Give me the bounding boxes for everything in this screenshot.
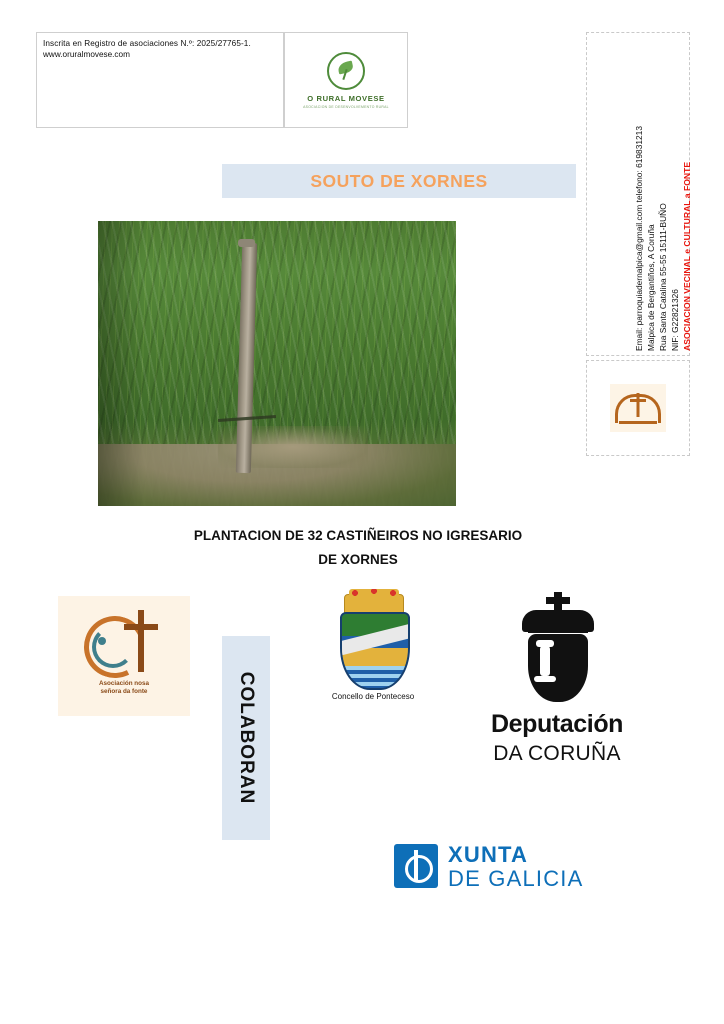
leaf-circle-icon <box>327 52 365 90</box>
association-city: Malpica de Bergantiños, A Coruña <box>646 224 656 351</box>
colaboran-band <box>222 636 270 840</box>
cross-horizontal-shape <box>630 399 646 402</box>
association-contact: Email: parroquiadernalpica@gmail.com telefono: 619831213 <box>634 126 644 351</box>
stake-top <box>238 239 255 247</box>
chalice-stem-shape <box>540 646 550 676</box>
fonte-emblem-icon <box>610 384 666 432</box>
base-shape <box>619 421 657 424</box>
caption-line-2: DE XORNES <box>318 552 398 567</box>
logo-concello-de-ponteceso <box>318 594 428 712</box>
orural-movese-logo-box <box>284 32 408 128</box>
cross-vertical-shape <box>138 610 144 672</box>
deputacion-line-2: DA CORUÑA <box>493 742 621 765</box>
xunta-line-2: DE GALICIA <box>448 866 584 891</box>
website-text: www.oruralmovese.com <box>43 50 130 59</box>
logo-deputacion-da-coruna <box>472 592 642 782</box>
teal-dot-shape <box>98 637 106 645</box>
crown-icon <box>344 594 404 614</box>
logo-xunta-de-galicia <box>394 840 624 896</box>
logo-asociacion-nosa-senora-da-fonte <box>58 596 190 716</box>
orural-logo-name: O RURAL MOVESE <box>307 93 385 103</box>
caption-line-1: PLANTACION DE 32 CASTIÑEIROS NO IGRESARIO <box>193 528 523 543</box>
plantation-photo <box>98 221 456 506</box>
title-banner <box>222 164 576 198</box>
shield-waves-field <box>342 666 408 688</box>
cross-horizontal-shape <box>546 597 570 604</box>
association-address: Rua Santa Catalina 55-55 15111-BUÑO <box>658 203 668 351</box>
registry-info-box <box>36 32 284 128</box>
teal-ring-shape <box>92 626 134 668</box>
orural-logo-tagline: ASOCIACION DE DESENVOLVEMENTO RURAL <box>303 104 389 109</box>
photo-shadow <box>98 221 144 506</box>
chalice-base-shape <box>534 676 556 682</box>
cross-horizontal-shape <box>124 624 158 630</box>
shield-icon <box>340 612 410 690</box>
association-title: ASOCIACION VECINAL e CULTURAL a FONTE <box>682 161 692 351</box>
association-nif: NIF: G22821326 <box>670 289 680 351</box>
deputacion-crest <box>514 592 602 702</box>
logo-fonte-line-2: señora da fonte <box>100 688 148 695</box>
registry-number-text: Inscrita en Registro de asociaciones N.º: 2025/27765-1. <box>43 39 251 48</box>
cross-vertical-shape <box>637 393 640 417</box>
deputacion-line-1: Deputación <box>490 710 624 738</box>
colaboran-label: COLABORAN <box>236 671 257 805</box>
banner-title-text: SOUTO DE XORNES <box>310 170 488 191</box>
association-details-box <box>586 32 690 356</box>
xunta-emblem-icon <box>394 844 438 888</box>
ponteceso-label: Concello de Ponteceso <box>331 692 415 701</box>
association-emblem-box <box>586 360 690 456</box>
logo-fonte-line-1: Asociación nosa <box>98 680 150 687</box>
crown-icon <box>522 610 594 632</box>
association-vertical-text <box>587 33 691 357</box>
xunta-line-1: XUNTA <box>448 842 529 867</box>
photo-caption <box>98 524 618 572</box>
